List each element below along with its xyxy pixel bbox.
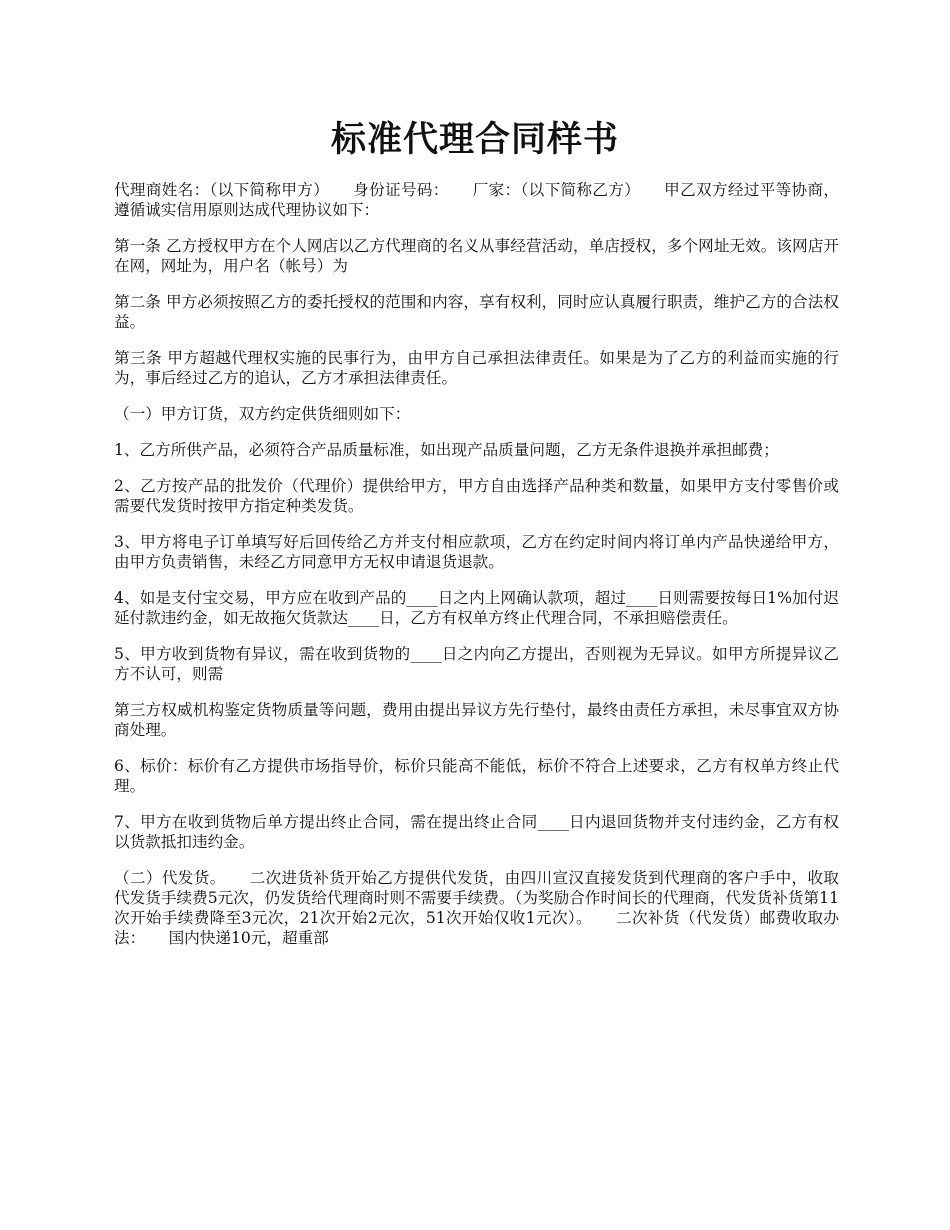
paragraph-article-3: 第三条 甲方超越代理权实施的民事行为，由甲方自己承担法律责任。如果是为了乙方的利益而实施的行为，事后经过乙方的追认，乙方才承担法律责任。 [114, 349, 839, 387]
paragraph-section-2: （二）代发货。 二次进货补货开始乙方提供代发货，由四川宣汉直接发货到代理商的客户手中，收取代发货手续费5元次，仍发货给代理商时则不需要手续费。（为奖励合作时间长的代理商，代发货补货第11次开始手续费降至3元次，21次开始2元次，51次开始仅收1元次）。 二次补货（代发货）邮费收取办法： 国内快递10元，超重部 [114, 869, 839, 947]
paragraph-item-6: 6、标价：标价有乙方提供市场指导价，标价只能高不能低，标价不符合上述要求，乙方有权单方终止代理。 [114, 757, 839, 795]
paragraph-section-1: （一）甲方订货，双方约定供货细则如下： [114, 405, 411, 423]
paragraph-article-1: 第一条 乙方授权甲方在个人网店以乙方代理商的名义从事经营活动，单店授权，多个网址无效。该网店开在网，网址为，用户名（帐号）为 [114, 237, 839, 275]
paragraph-item-1: 1、乙方所供产品，必须符合产品质量标准，如出现产品质量问题，乙方无条件退换并承担邮费； [114, 441, 779, 459]
document-body [114, 180, 839, 964]
paragraph-item-4: 4、如是支付宝交易，甲方应在收到产品的____日之内上网确认款项，超过____日则需要按每日1%加付迟延付款违约金，如无故拖欠货款达____日，乙方有权单方终止代理合同，不承担赔偿责任。 [114, 589, 839, 627]
paragraph-intro: 代理商姓名：（以下简称甲方） 身份证号码： 厂家：（以下简称乙方） 甲乙双方经过平等协商，遵循诚实信用原则达成代理协议如下： [114, 181, 839, 219]
paragraph-article-2: 第二条 甲方必须按照乙方的委托授权的范围和内容，享有权利，同时应认真履行职责，维护乙方的合法权益。 [114, 293, 839, 331]
paragraph-item-3: 3、甲方将电子订单填写好后回传给乙方并支付相应款项，乙方在约定时间内将订单内产品快递给甲方，由甲方负责销售，未经乙方同意甲方无权申请退货退款。 [114, 533, 839, 571]
paragraph-item-5: 5、甲方收到货物有异议，需在收到货物的____日之内向乙方提出，否则视为无异议。如甲方所提异议乙方不认可，则需 [114, 645, 839, 683]
document-title: 标准代理合同样书 [330, 119, 619, 160]
paragraph-item-5-cont: 第三方权威机构鉴定货物质量等问题，费用由提出异议方先行垫付，最终由责任方承担，未尽事宜双方协商处理。 [114, 701, 839, 739]
paragraph-item-7: 7、甲方在收到货物后单方提出终止合同，需在提出终止合同____日内退回货物并支付违约金，乙方有权以货款抵扣违约金。 [114, 813, 839, 851]
paragraph-item-2: 2、乙方按产品的批发价（代理价）提供给甲方，甲方自由选择产品种类和数量，如果甲方支付零售价或需要代发货时按甲方指定种类发货。 [114, 477, 839, 515]
